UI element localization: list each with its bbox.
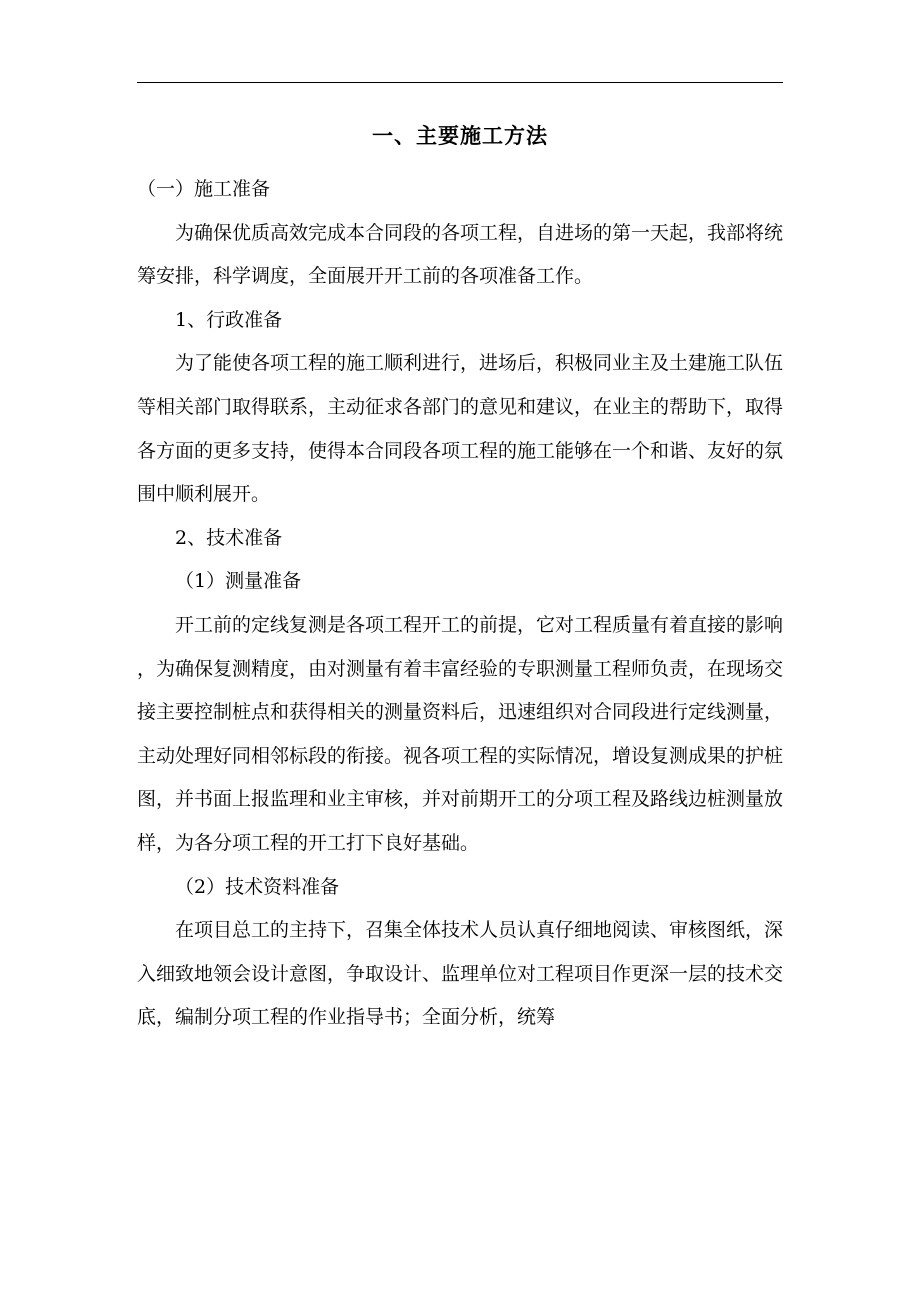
paragraph: 为确保优质高效完成本合同段的各项工程，自进场的第一天起，我部将统筹安排，科学调度，全面展开开工前的各项准备工作。 <box>137 221 784 288</box>
subsection-heading: 2、技术准备 <box>175 526 283 549</box>
paragraph: 开工前的定线复测是各项工程开工的前提，它对工程质量有着直接的影响，为确保复测精度，由对测量有着丰富经验的专职测量工程师负责，在现场交接主要控制桩点和获得相关的测量资料后，迅速组织对合同段进行定线测量，主动处理好同相邻标段的衔接。视各项工程的实际情况，增设复测成果的护桩图，并书面上报监理和业主审核，并对前期开工的分项工程及路线边桩测量放样，为各分项工程的开工打下良好基础。 <box>137 613 784 854</box>
paragraph: 在项目总工的主持下，召集全体技术人员认真仔细地阅读、审核图纸，深入细致地领会设计意图，争取设计、监理单位对工程项目作更深一层的技术交底，编制分项工程的作业指导书；全面分析，统筹 <box>137 919 784 1029</box>
subsubsection-heading: （2）技术资料准备 <box>175 875 340 898</box>
paragraph: 为了能使各项工程的施工顺利进行，进场后，积极同业主及土建施工队伍等相关部门取得联系，主动征求各部门的意见和建议，在业主的帮助下，取得各方面的更多支持，使得本合同段各项工程的施工能够在一个和谐、友好的氛围中顺利展开。 <box>137 352 784 506</box>
header-rule <box>137 82 783 83</box>
body-text <box>137 168 783 1040</box>
page-title: 一、主要施工方法 <box>372 123 548 148</box>
section-heading: （一）施工准备 <box>137 178 271 200</box>
subsubsection-heading: （1）测量准备 <box>175 570 302 593</box>
subsection-heading: 1、行政准备 <box>175 308 283 331</box>
